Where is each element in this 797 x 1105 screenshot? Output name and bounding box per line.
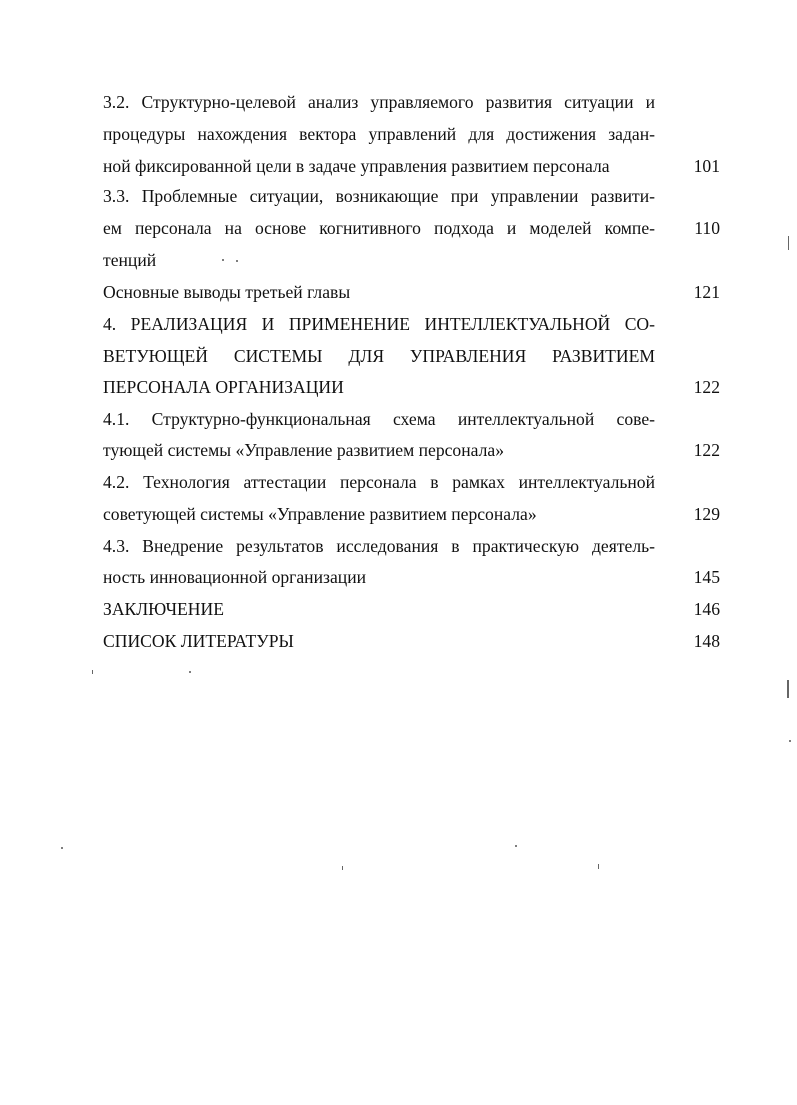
toc-page-number-4-2: 129: [693, 504, 720, 524]
toc-entry-3-2-line-1: 3.2. Структурно-целевой анализ управляемого развития ситуации и: [103, 92, 655, 112]
toc-page-number-conclusion: 146: [693, 599, 720, 619]
toc-entry-4-3-line-2: ность инновационной организации: [103, 567, 367, 587]
toc-entry-4-3-line-1: 4.3. Внедрение результатов исследования в практическую деятель-: [103, 536, 655, 556]
scan-speck: [92, 670, 93, 674]
scan-speck: [598, 864, 599, 869]
toc-entry-4-2-line-1: 4.2. Технология аттестации персонала в рамках интеллектуальной: [103, 472, 655, 492]
toc-chapter-4-line-1: 4. РЕАЛИЗАЦИЯ И ПРИМЕНЕНИЕ ИНТЕЛЛЕКТУАЛЬНОЙ СО-: [103, 314, 655, 334]
scan-speck: [515, 845, 517, 847]
scan-speck: [222, 259, 224, 261]
toc-entry-3-2-line-2: процедуры нахождения вектора управлений для достижения задан-: [103, 124, 655, 144]
scan-speck: [342, 866, 343, 870]
toc-entry-4-2-line-2: советующей системы «Управление развитием персонала»: [103, 504, 537, 524]
toc-entry-4-1-line-1: 4.1. Структурно-функциональная схема интеллектуальной сове-: [103, 409, 655, 429]
toc-entry-conclusion: ЗАКЛЮЧЕНИЕ: [103, 599, 224, 619]
toc-page-number-chapter-4: 122: [693, 377, 720, 397]
toc-entry-3-3-line-1: 3.3. Проблемные ситуации, возникающие при управлении развити-: [103, 186, 655, 206]
toc-entry-chapter-3-conclusions: Основные выводы третьей главы: [103, 282, 351, 302]
scan-speck: [789, 740, 791, 742]
toc-chapter-4-line-3: ПЕРСОНАЛА ОРГАНИЗАЦИИ: [103, 377, 344, 397]
toc-page-number-4-3: 145: [693, 567, 720, 587]
scan-speck: [61, 847, 63, 849]
toc-entry-references: СПИСОК ЛИТЕРАТУРЫ: [103, 631, 294, 651]
toc-page-number-chapter-3-conclusions: 121: [693, 282, 720, 302]
toc-entry-3-3-line-3: тенций: [103, 250, 157, 270]
toc-entry-4-1-line-2: тующей системы «Управление развитием персонала»: [103, 440, 504, 460]
toc-entry-3-3-line-2: ем персонала на основе когнитивного подхода и моделей компе-: [103, 218, 655, 238]
toc-page-number-3-3: 110: [694, 218, 720, 238]
toc-page-number-references: 148: [693, 631, 720, 651]
scan-speck: [236, 260, 238, 262]
toc-page-number-3-2: 101: [693, 156, 720, 176]
toc-entry-3-2-line-3: ной фиксированной цели в задаче управления развитием персонала: [103, 156, 610, 176]
scan-speck: [787, 680, 789, 698]
scan-speck: [788, 236, 789, 250]
toc-page-number-4-1: 122: [693, 440, 720, 460]
scan-speck: [189, 671, 191, 673]
toc-chapter-4-line-2: ВЕТУЮЩЕЙ СИСТЕМЫ ДЛЯ УПРАВЛЕНИЯ РАЗВИТИЕМ: [103, 346, 655, 366]
